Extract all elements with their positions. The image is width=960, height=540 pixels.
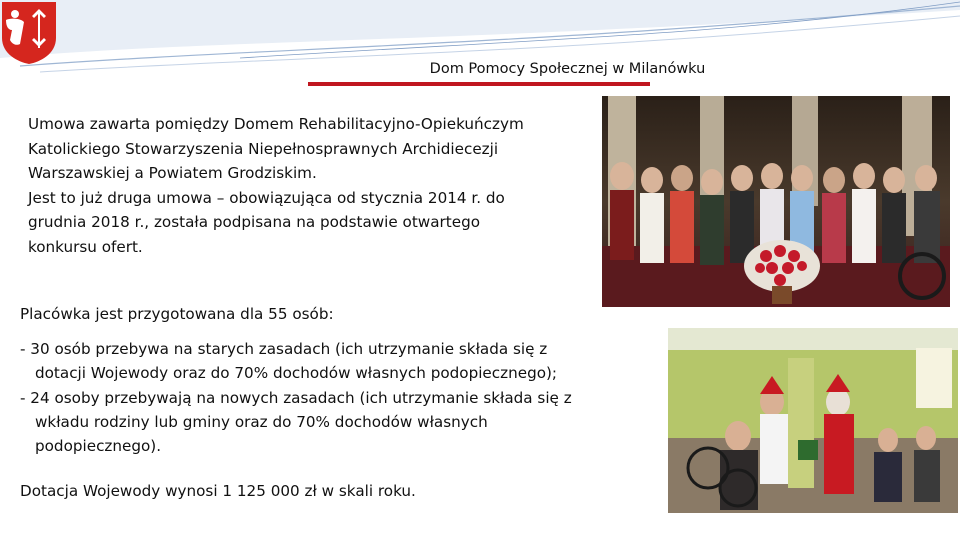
title-underline — [308, 82, 650, 86]
list-item — [20, 386, 620, 459]
list-item-line: - 30 osób przebywa na starych zasadach (ich utrzymanie składa się z — [20, 340, 548, 358]
paragraph-line: Katolickiego Stowarzyszenia Niepełnosprawnych Archidiecezji — [28, 139, 499, 158]
slide-title: Dom Pomocy Społecznej w Milanówku — [429, 61, 706, 77]
paragraph-line: Umowa zawarta pomiędzy Domem Rehabilitacyjno-Opiekuńczym — [28, 115, 524, 133]
subsidy-text: Dotacja Wojewody wynosi 1 125 000 zł w skali roku. — [20, 482, 416, 500]
paragraph-line: Jest to już druga umowa – obowiązująca od stycznia 2014 r. do — [28, 188, 505, 207]
christmas-visit-photo — [668, 328, 958, 513]
list-item — [20, 337, 620, 386]
capacity-text: Placówka jest przygotowana dla 55 osób: — [20, 305, 334, 323]
paragraph-line: grudnia 2018 r., została podpisana na podstawie otwartego — [28, 213, 481, 232]
list-item-line: - 24 osoby przebywają na nowych zasadach (ich utrzymanie składa się z — [20, 388, 572, 407]
list-item-line: wkładu rodziny lub gminy oraz do 70% dochodów własnych — [35, 412, 488, 431]
list-item-line: dotacji Wojewody oraz do 70% dochodów własnych podopiecznego); — [35, 364, 558, 383]
paragraph-line: konkursu ofert. — [28, 237, 143, 256]
group-photo — [602, 96, 950, 307]
list-item-line: podopiecznego). — [35, 437, 162, 456]
eagle-crest-icon — [0, 0, 58, 64]
paragraph-line: Warszawskiej a Powiatem Grodziskim. — [28, 164, 317, 183]
residents-list — [20, 337, 620, 458]
agreement-paragraph — [28, 112, 598, 260]
